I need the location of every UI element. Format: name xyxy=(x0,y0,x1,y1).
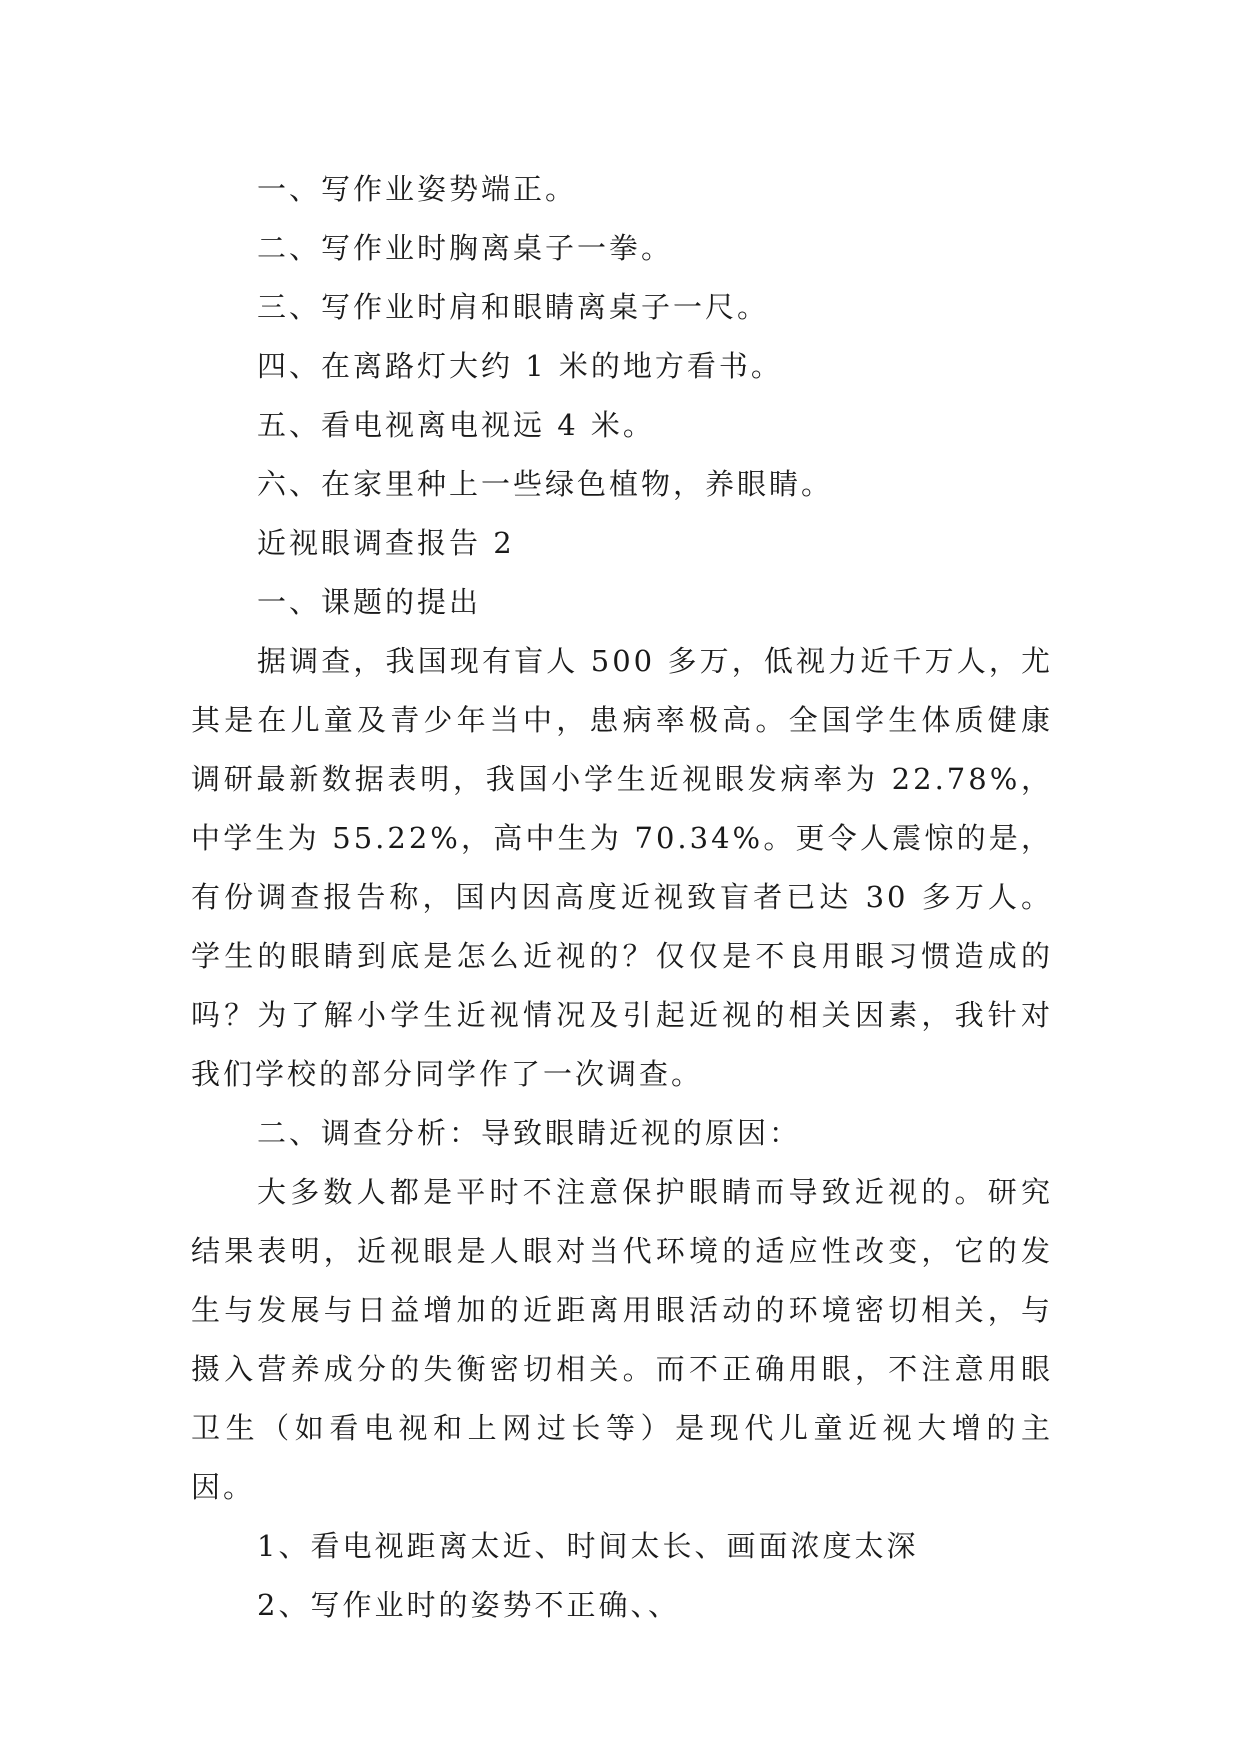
list-item-1: 1、看电视距离太近、时间太长、画面浓度太深 xyxy=(257,1529,919,1563)
paragraph-tip-5: 五、看电视离电视远 4 米。 xyxy=(257,408,655,442)
section-heading-2: 二、调查分析：导致眼睛近视的原因： xyxy=(257,1116,802,1150)
document-body xyxy=(191,160,1053,1635)
paragraph-tip-3: 三、写作业时肩和眼睛离桌子一尺。 xyxy=(257,290,770,324)
paragraph-tip-2: 二、写作业时胸离桌子一拳。 xyxy=(257,231,674,265)
paragraph-tip-6: 六、在家里种上一些绿色植物，养眼睛。 xyxy=(257,467,834,501)
list-item-2: 2、写作业时的姿势不正确、、 xyxy=(257,1588,680,1622)
section-heading-1: 一、课题的提出 xyxy=(257,585,482,619)
paragraph-survey: 据调查，我国现有盲人 500 多万，低视力近千万人，尤其是在儿童及青少年当中，患病率极高。全国学生体质健康调研最新数据表明，我国小学生近视眼发病率为 22.78%，中学生为 55.22%，高中生为 70.34%。更令人震惊的是，有份调查报告称，国内因高度近视致盲者已达 30 多万人。学生的眼睛到底是怎么近视的？仅仅是不良用眼习惯造成的吗？为了解小学生近视情况及引起近视的相关因素，我针对我们学校的部分同学作了一次调查。 xyxy=(191,644,1053,1091)
paragraph-tip-1: 一、写作业姿势端正。 xyxy=(257,172,578,206)
paragraph-tip-4: 四、在离路灯大约 1 米的地方看书。 xyxy=(257,349,783,383)
paragraph-analysis: 大多数人都是平时不注意保护眼睛而导致近视的。研究结果表明，近视眼是人眼对当代环境的适应性改变，它的发生与发展与日益增加的近距离用眼活动的环境密切相关，与摄入营养成分的失衡密切相关。而不正确用眼，不注意用眼卫生（如看电视和上网过长等）是现代儿童近视大增的主因。 xyxy=(191,1175,1053,1504)
report-title: 近视眼调查报告 2 xyxy=(257,526,515,560)
